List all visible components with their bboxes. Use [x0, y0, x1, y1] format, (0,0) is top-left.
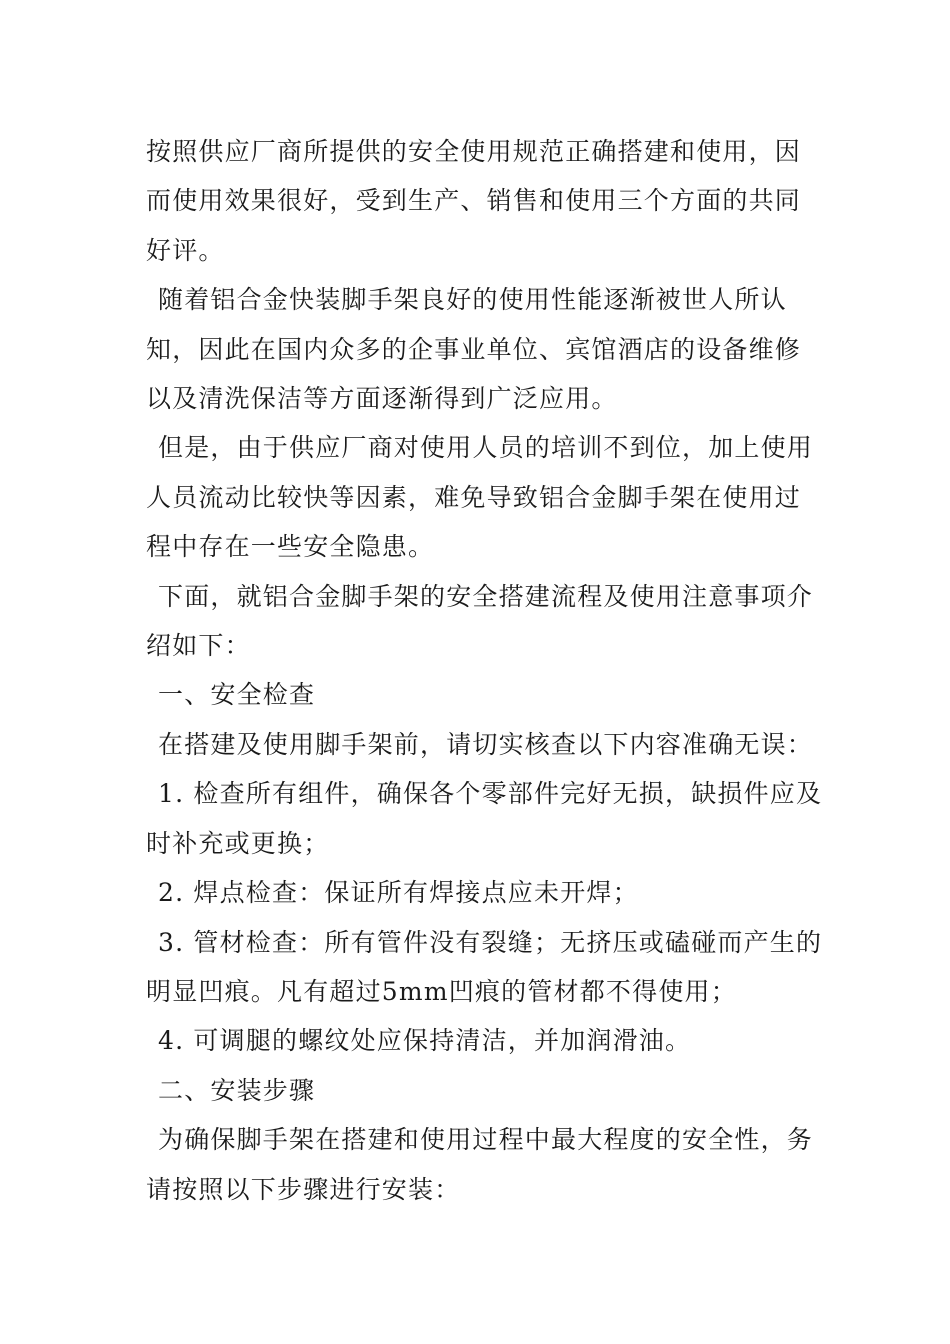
- paragraph-hazards: 但是，由于供应厂商对使用人员的培训不到位，加上使用人员流动比较快等因素，难免导致铝合金脚手架在使用过程中存在一些安全隐患。: [146, 433, 814, 562]
- paragraph-installation-intro: 为确保脚手架在搭建和使用过程中最大程度的安全性，务请按照以下步骤进行安装：: [146, 1125, 814, 1204]
- paragraph-introduction-of-steps: 下面，就铝合金脚手架的安全搭建流程及使用注意事项介绍如下：: [146, 581, 814, 661]
- list-item-component-check: 1. 检查所有组件，确保各个零部件完好无损，缺损件应及时补充或更换；: [146, 779, 823, 858]
- section-heading-safety-check: 一、安全检查: [158, 680, 316, 710]
- paragraph-adoption: 随着铝合金快装脚手架良好的使用性能逐渐被世人所认知，因此在国内众多的企事业单位、宾馆酒店的设备维修以及清洗保洁等方面逐渐得到广泛应用。: [146, 285, 802, 414]
- list-item-leg-thread-check: 4. 可调腿的螺纹处应保持清洁，并加润滑油。: [158, 1026, 692, 1056]
- list-item-tube-check: 3. 管材检查：所有管件没有裂缝；无挤压或磕碰而产生的明显凹痕。凡有超过5mm凹痕的管材都不得使用；: [146, 927, 823, 1006]
- list-item-weld-check: 2. 焊点检查：保证所有焊接点应未开焊；: [158, 878, 639, 908]
- paragraph-check-instructions: 在搭建及使用脚手架前，请切实核查以下内容准确无误：: [158, 729, 814, 759]
- paragraph-intro: 按照供应厂商所提供的安全使用规范正确搭建和使用，因而使用效果很好，受到生产、销售和使用三个方面的共同好评。: [146, 137, 802, 265]
- section-heading-installation-steps: 二、安装步骤: [158, 1075, 316, 1105]
- document-body: [146, 127, 826, 1214]
